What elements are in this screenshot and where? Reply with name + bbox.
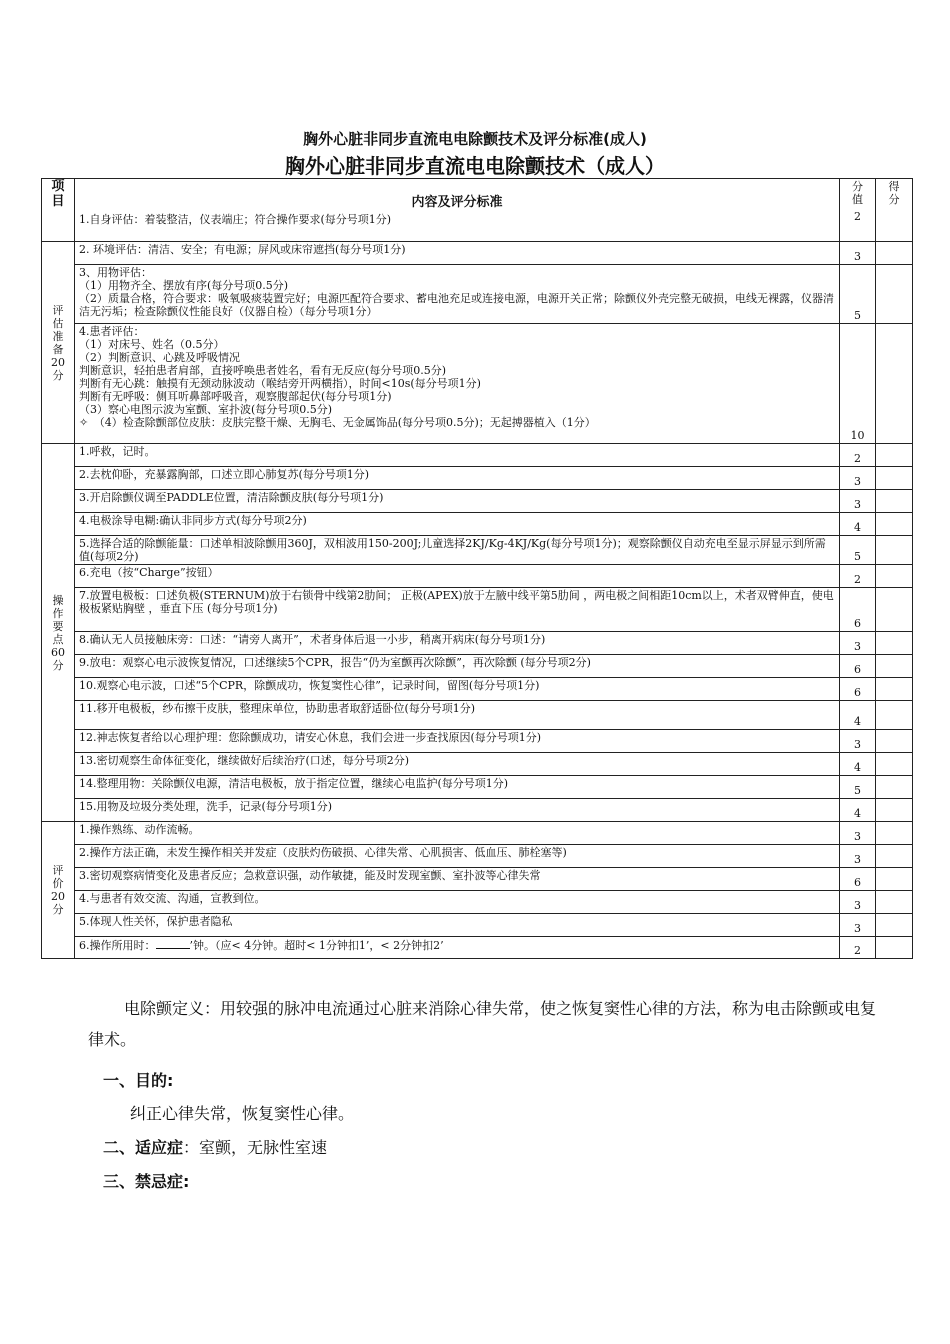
- table-row: [42, 444, 913, 467]
- header-score-cell: [840, 179, 876, 242]
- section-label: 操作要点60分: [42, 444, 75, 822]
- row-got-score: [876, 536, 913, 565]
- row-text: 6.充电（按“Charge”按钮）: [75, 565, 840, 588]
- table-row: [42, 536, 913, 565]
- row-score: 3: [840, 730, 876, 753]
- row-got-score: [876, 753, 913, 776]
- row-text: 12.神志恢复者给以心理护理：您除颤成功，请安心休息，我们会进一步查找原因(每分号项1分): [75, 730, 840, 753]
- row-text: 4.电极涂导电糊:确认非同步方式(每分号项2分): [75, 513, 840, 536]
- row-got-score: [876, 324, 913, 444]
- row-score: 6: [840, 588, 876, 632]
- row-score: 2: [840, 937, 876, 959]
- row-score: 3: [840, 490, 876, 513]
- time-blank: [156, 938, 190, 949]
- row-text: 2. 环境评估：清洁、安全；有电源；屏风或床帘遮挡(每分号项1分): [75, 242, 840, 265]
- row-got-score: [876, 891, 913, 914]
- header-score: 分值: [852, 180, 863, 206]
- row-got-score: [876, 444, 913, 467]
- heading-purpose: 一、目的:: [103, 1071, 174, 1090]
- header-item: 项目: [42, 179, 75, 242]
- row-score: 3: [840, 822, 876, 845]
- header-content: 内容及评分标准: [411, 195, 503, 210]
- row-got-score: [876, 242, 913, 265]
- row-text: 9.放电：观察心电示波恢复情况，口述继续5个CPR，报告“仍为室颤再次除颤”，再次除颤 (每分号项2分): [75, 655, 840, 678]
- row-score: 6: [840, 678, 876, 701]
- row-text: 5.选择合适的除颤能量：口述单相波除颤用360J，双相波用150-200J;儿童选择2KJ/Kg-4KJ/Kg(每分号项1分)；观察除颤仪自动充电至显示屏显示到所需值(每项2分): [75, 536, 840, 565]
- table-row: [42, 753, 913, 776]
- row-got-score: [876, 678, 913, 701]
- row-text: 7.放置电极板：口述负极(STERNUM)放于右锁骨中线第2肋间； 正极(APEX)放于左腋中线平第5肋间 ，两电极之间相距10cm以上，术者双臂伸直，使电极板紧贴胸壁 ，垂直下压 (每分号项1分): [75, 588, 840, 632]
- table-row: [42, 822, 913, 845]
- row-got-score: [876, 655, 913, 678]
- row-score: 5: [840, 536, 876, 565]
- table-row: [42, 678, 913, 701]
- row-text-after: ’钟。（应< 4分钟。超时< 1分钟扣1’，< 2分钟扣2’: [189, 939, 444, 952]
- row-text: 5.体现人性关怀，保护患者隐私: [75, 914, 840, 937]
- row-got-score: [876, 799, 913, 822]
- definition-paragraph: 电除颤定义：用较强的脉冲电流通过心脏来消除心律失常，使之恢复窦性心律的方法，称为电击除颤或电复律术。: [88, 999, 877, 1049]
- row-text: 1.呼救，记时。: [75, 444, 840, 467]
- row-score: 6: [840, 655, 876, 678]
- heading-indications: 二、适应症: [103, 1138, 184, 1157]
- table-row: [42, 914, 913, 937]
- row-got-score: [876, 914, 913, 937]
- row-score: 5: [840, 776, 876, 799]
- row-got-score: [876, 776, 913, 799]
- row-text: 3、用物评估： （1）用物齐全、摆放有序(每分号项0.5分) （2）质量合格，符合要求：吸氧吸痰装置完好；电源匹配符合要求、蓄电池充足或连接电源，电源开关正常；除颤仪外壳完整无破损，电线无裸露，仪器清洁无污垢；检查除颤仪性能良好（仪器自检）（每分号项1分）: [75, 265, 840, 324]
- row-score: 4: [840, 799, 876, 822]
- row-text: 4.与患者有效交流、沟通，宣教到位。: [75, 891, 840, 914]
- row-score: 2: [840, 565, 876, 588]
- row-score: 4: [840, 753, 876, 776]
- row-got-score: [876, 632, 913, 655]
- table-row: [42, 513, 913, 536]
- table-row: [42, 891, 913, 914]
- document-subtitle: 胸外心脏非同步直流电电除颤技术及评分标准(成人): [303, 130, 647, 148]
- row-text: [75, 937, 840, 959]
- header-got: 得分: [876, 179, 913, 242]
- section-label: 评估准备20分: [42, 242, 75, 444]
- table-row: [42, 799, 913, 822]
- table-row: [42, 655, 913, 678]
- row-score: 2: [840, 444, 876, 467]
- row-got-score: [876, 937, 913, 959]
- row-score: 3: [840, 467, 876, 490]
- indications-line: [103, 1132, 893, 1163]
- row-score: 6: [840, 868, 876, 891]
- row-text: 14.整理用物：关除颤仪电源，清洁电极板，放于指定位置，继续心电监护(每分号项1分): [75, 776, 840, 799]
- row-got-score: [876, 565, 913, 588]
- row-got-score: [876, 701, 913, 730]
- row-text: 15.用物及垃圾分类处理，洗手，记录(每分号项1分): [75, 799, 840, 822]
- table-row: [42, 324, 913, 444]
- section-label: 评价20分: [42, 822, 75, 959]
- document-title: 胸外心脏非同步直流电电除颤技术（成人）: [285, 154, 665, 178]
- table-row: [42, 632, 913, 655]
- purpose-text: 纠正心律失常，恢复窦性心律。: [130, 1104, 355, 1123]
- table-row: [42, 845, 913, 868]
- row-got-score: [876, 822, 913, 845]
- table-row: [42, 490, 913, 513]
- row-got-score: [876, 467, 913, 490]
- row-text: 8.确认无人员接触床旁：口述：“请旁人离开”，术者身体后退一小步，稍离开病床(每分号项1分): [75, 632, 840, 655]
- row-got-score: [876, 265, 913, 324]
- row-got-score: [876, 490, 913, 513]
- table-row: [42, 265, 913, 324]
- row-score: 3: [840, 242, 876, 265]
- row-text: 2.操作方法正确，未发生操作相关并发症（皮肤灼伤破损、心律失常、心肌损害、低血压、肺栓塞等): [75, 845, 840, 868]
- row-got-score: [876, 845, 913, 868]
- row-text: 11.移开电极板，纱布擦干皮肤，整理床单位，协助患者取舒适卧位(每分号项1分): [75, 701, 840, 730]
- row-score: 3: [840, 891, 876, 914]
- header-content-cell: [75, 179, 840, 242]
- scoring-table: [41, 178, 913, 959]
- table-row: [42, 565, 913, 588]
- row-score: 3: [840, 914, 876, 937]
- table-row: [42, 730, 913, 753]
- row-text-before: 6.操作所用时：: [79, 939, 156, 952]
- row-got-score: [876, 513, 913, 536]
- row-got-score: [876, 588, 913, 632]
- table-row: [42, 588, 913, 632]
- table-header-row: [42, 179, 913, 242]
- row-text: 3.密切观察病情变化及患者反应；急救意识强，动作敏捷，能及时发现室颤、室扑波等心律失常: [75, 868, 840, 891]
- row-text: 1.自身评估：着装整洁，仪表端庄；符合操作要求(每分号项1分): [79, 213, 392, 226]
- row-got-score: [876, 868, 913, 891]
- row-text: 4.患者评估： （1）对床号、姓名（0.5分） （2）判断意识、心跳及呼吸情况 判断意识，轻拍患者肩部，直接呼唤患者姓名，看有无反应(每分号项0.5分) 判断有无心跳：触摸有无颈动脉波动（喉结旁开两横指），时间<10s(每分号项1分) 判断有无呼吸：侧耳听鼻部呼吸音，观察腹部起伏(每分号项1分) （3）察心电图示波为室颤、室扑波(每分号项0.5分) ✧ （4）检查除颤部位皮肤：皮肤完整干燥、无胸毛、无金属饰品(每分号项0.5分)；无起搏器植入（1分）: [75, 324, 840, 444]
- row-score: 3: [840, 845, 876, 868]
- row-score: 4: [840, 513, 876, 536]
- row-score: 2: [854, 210, 861, 223]
- row-score: 3: [840, 632, 876, 655]
- row-score: 5: [840, 265, 876, 324]
- table-row: [42, 467, 913, 490]
- indications-text: ：室颤，无脉性室速: [183, 1138, 328, 1157]
- table-row: [42, 868, 913, 891]
- row-text: 3.开启除颤仪调至PADDLE位置，清洁除颤皮肤(每分号项1分): [75, 490, 840, 513]
- row-score: 4: [840, 701, 876, 730]
- row-text: 1.操作熟练、动作流畅。: [75, 822, 840, 845]
- row-score: 10: [840, 324, 876, 444]
- heading-contraindications: 三、禁忌症:: [103, 1172, 190, 1191]
- table-row: [42, 242, 913, 265]
- row-got-score: [876, 730, 913, 753]
- row-text: 10.观察心电示波，口述“5个CPR，除颤成功，恢复窦性心律”，记录时间，留图(每分号项1分): [75, 678, 840, 701]
- table-row: [42, 776, 913, 799]
- row-text: 2.去枕仰卧，充暴露胸部，口述立即心肺复苏(每分号项1分): [75, 467, 840, 490]
- row-text: 13.密切观察生命体征变化，继续做好后续治疗(口述，每分号项2分): [75, 753, 840, 776]
- table-row: [42, 701, 913, 730]
- table-row: [42, 937, 913, 959]
